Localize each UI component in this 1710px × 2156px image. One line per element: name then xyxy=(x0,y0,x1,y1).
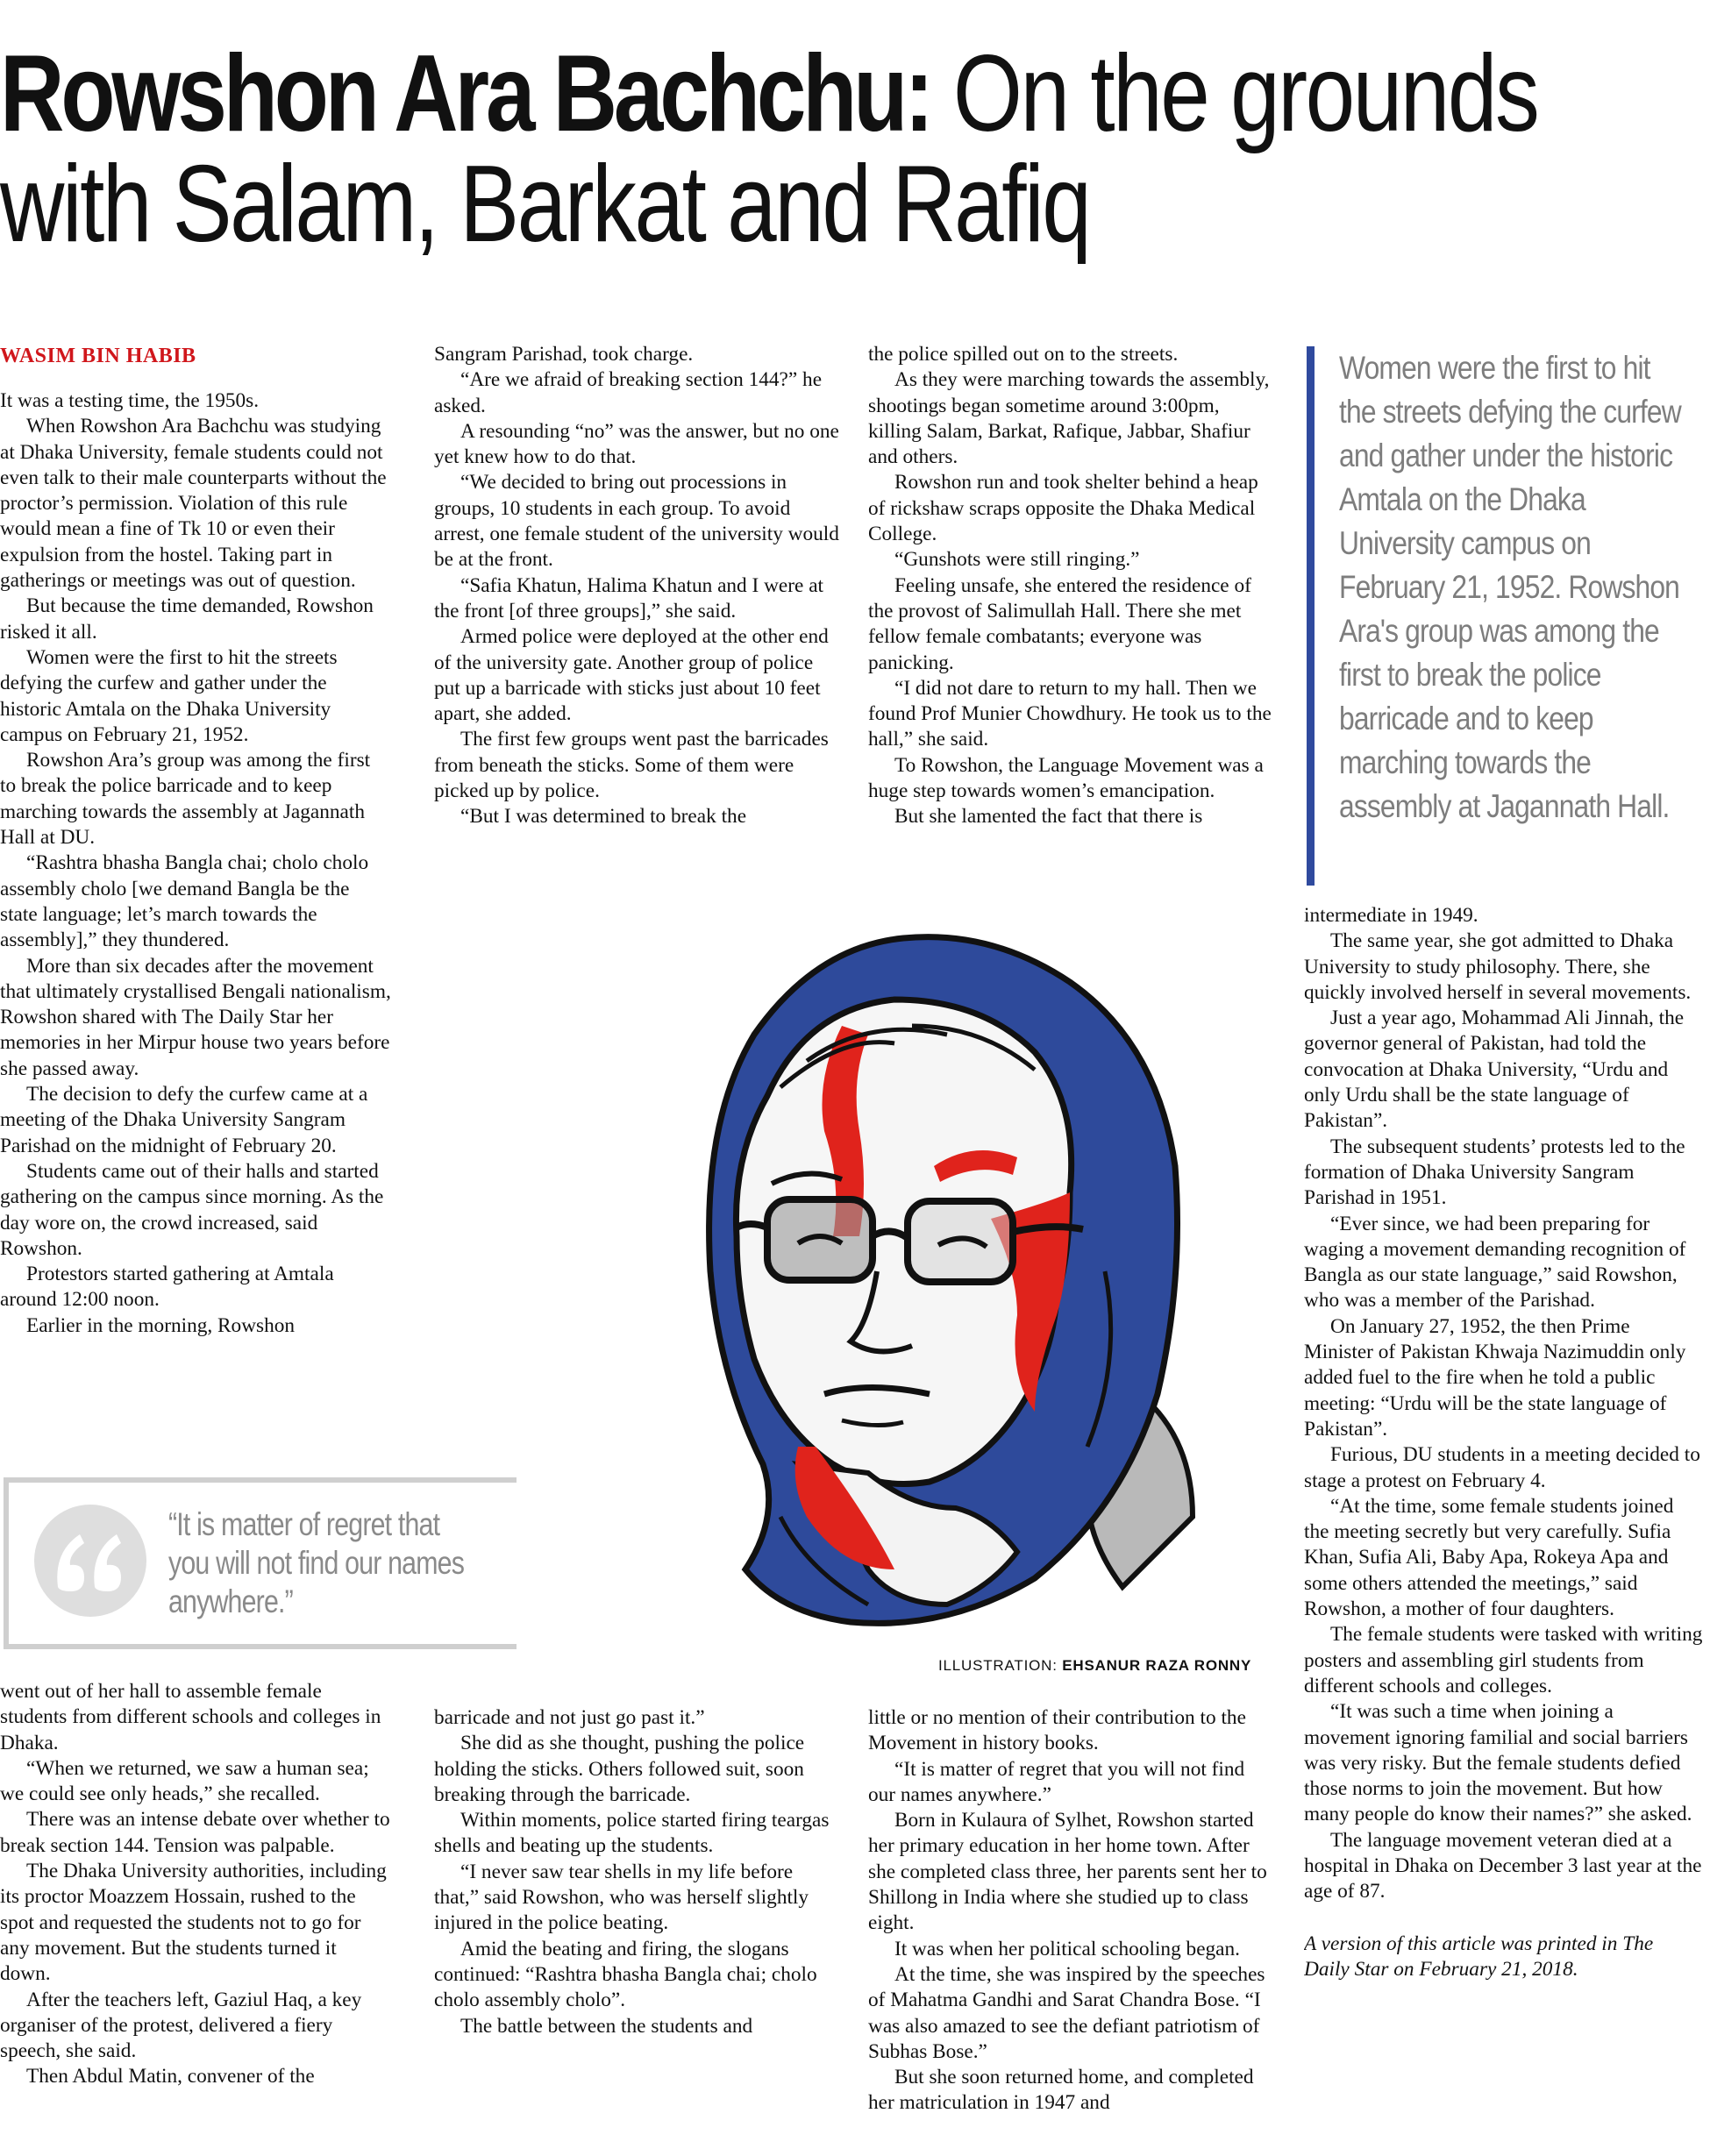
paragraph: Students came out of their halls and started gathering on the campus since morning. As the day wore on, the crowd increased, said Rowshon. xyxy=(0,1159,384,1260)
quote-mark-icon xyxy=(32,1504,150,1618)
quote-box-text: “It is matter of regret that you will not find our names anywhere.” xyxy=(168,1506,465,1619)
byline: WASIM BIN HABIB xyxy=(0,345,196,367)
column-3-bottom xyxy=(868,1705,1272,2152)
paragraph: But because the time demanded, Rowshon risked it all. xyxy=(0,594,374,644)
paragraph: There was an intense debate over whether to break section 144. Tension was palpable. xyxy=(0,1808,390,1857)
paragraph: Women were the first to hit the streets defying the curfew and gather under the historic Amtala on the Dhaka University campus on February 21, 1952. xyxy=(0,645,338,746)
paragraph: Amid the beating and firing, the slogans continued: “Rashtra bhasha Bangla chai; cholo cholo assembly cholo”. xyxy=(434,1937,817,2012)
paragraph: Then Abdul Matin, convener of the xyxy=(26,2065,315,2088)
pull-quote xyxy=(1307,346,1684,886)
headline-line-1 xyxy=(0,33,1538,154)
credit-name: EHSANUR RAZA RONNY xyxy=(1062,1657,1252,1674)
paragraph: As they were marching towards the assembly, shootings began sometime around 3:00pm, killing Salam, Barkat, Rafique, Jabbar, Shafiur and others. xyxy=(868,368,1270,469)
paragraph: “Ever since, we had been preparing for waging a movement demanding recognition of Bangla as our state language,” said Rowshon, who was a member of the Parishad. xyxy=(1304,1212,1686,1313)
paragraph: A resounding “no” was the answer, but no one yet knew how to do that. xyxy=(434,419,839,469)
print-note: A version of this article was printed in The Daily Star on February 21, 2018. xyxy=(1304,1932,1654,1981)
paragraph: “Rashtra bhasha Bangla chai; cholo cholo assembly cholo [we demand Bangla be the state language; let’s march towards the assembly],” they thundered. xyxy=(0,851,369,952)
paragraph: Within moments, police started firing teargas shells and beating up the students. xyxy=(434,1809,830,1858)
paragraph: “It is matter of regret that you will not find our names anywhere.” xyxy=(868,1757,1245,1806)
paragraph: Protestors started gathering at Amtala around 12:00 noon. xyxy=(0,1263,334,1312)
paragraph: More than six decades after the movement that ultimately crystallised Bengali nationalism, Rowshon shared with The Daily Star her memories in her Mirpur house two years before she passed away. xyxy=(0,954,391,1080)
paragraph: It was when her political schooling began. xyxy=(894,1937,1240,1960)
paragraph: “Are we afraid of breaking section 144?” he asked. xyxy=(434,368,823,417)
paragraph: When Rowshon Ara Bachchu was studying at Dhaka University, female students could not even talk to their male counterparts without the proctor’s permission. Violation of this rule would mean a fine of Tk 10 or even their expulsion from the hostel. Taking part in gatherings or meetings was out of question. xyxy=(0,415,387,593)
paragraph: The Dhaka University authorities, including its proctor Moazzem Hossain, rushed to the spot and requested the students not to go for any movement. But the students turned it down. xyxy=(0,1860,387,1986)
headline-line1-rest: On the grounds xyxy=(952,33,1538,154)
paragraph: But she lamented the fact that there is xyxy=(894,805,1203,829)
paragraph: “I never saw tear shells in my life before that,” said Rowshon, who was herself slightly injured in the police beating. xyxy=(434,1860,809,1935)
paragraph: went out of her hall to assemble female students from different schools and colleges in Dhaka. xyxy=(0,1680,381,1754)
column-4 xyxy=(1304,903,1703,2148)
column-1-bottom xyxy=(0,1679,391,2152)
pull-quote-text: Women were the first to hit the streets defying the curfew and gather under the historic Amtala on the Dhaka University campus on February 21, 1952. Rowshon Ara's group was among the first to break the police barricade and to keep marching towards the assembly at Jagannath Hall. xyxy=(1339,350,1681,824)
paragraph: The same year, she got admitted to Dhaka University to study philosophy. There, she quickly involved herself in several movements. xyxy=(1304,929,1692,1004)
quote-box xyxy=(4,1477,517,1649)
paragraph: barricade and not just go past it.” xyxy=(434,1706,705,1729)
headline xyxy=(0,33,1538,266)
paragraph: Feeling unsafe, she entered the residence of the provost of Salimullah Hall. There she met fellow female combatants; everyone was panicking. xyxy=(868,573,1251,674)
paragraph: After the teachers left, Gaziul Haq, a key organiser of the protest, delivered a fiery speech, she said. xyxy=(0,1988,362,2063)
paragraph: The female students were tasked with writing posters and assembling girl students from different schools and colleges. xyxy=(1304,1623,1703,1697)
paragraph: “It was such a time when joining a movement ignoring familial and social barriers was very risky. But the female students defied those norms to join the movement. But how many people do know their names?” she asked. xyxy=(1304,1700,1692,1826)
paragraph: Earlier in the morning, Rowshon xyxy=(26,1313,296,1337)
paragraph: The first few groups went past the barricades from beneath the sticks. Some of them were picked up by police. xyxy=(434,728,829,803)
paragraph: The language movement veteran died at a hospital in Dhaka on December 3 last year at the age of 87. xyxy=(1304,1828,1702,1903)
paragraph: “But I was determined to break the xyxy=(460,805,747,829)
paragraph: But she soon returned home, and completed her matriculation in 1947 and xyxy=(868,2066,1254,2115)
paragraph: At the time, she was inspired by the speeches of Mahatma Gandhi and Sarat Chandra Bose. “I was also amazed to see the defiant patriotism of Subhas Bose.” xyxy=(868,1962,1265,2063)
paragraph: “I did not dare to return to my hall. Then we found Prof Munier Chowdhury. He took us to the hall,” she said. xyxy=(868,676,1272,751)
paragraph: On January 27, 1952, the then Prime Minister of Pakistan Khwaja Nazimuddin only added fuel to the fire when he told a public meeting: “Urdu will be the state language of Pakistan”. xyxy=(1304,1314,1686,1441)
paragraph: Armed police were deployed at the other end of the university gate. Another group of police put up a barricade with sticks just about 10 feet apart, she added. xyxy=(434,625,829,726)
paragraph: “When we returned, we saw a human sea; we could see only heads,” she recalled. xyxy=(0,1756,369,1806)
paragraph: It was a testing time, the 1950s. xyxy=(0,389,260,412)
paragraph: Furious, DU students in a meeting decided to stage a protest on February 4. xyxy=(1304,1443,1700,1492)
portrait-illustration xyxy=(579,903,1245,1648)
column-2-bottom xyxy=(434,1705,839,2152)
paragraph: Just a year ago, Mohammad Ali Jinnah, the governor general of Pakistan, had told the convocation at Dhaka University, “Urdu and only Urdu shall be the state language of Pakistan”. xyxy=(1304,1007,1685,1133)
column-1-top xyxy=(0,388,391,1460)
paragraph: She did as she thought, pushing the police holding the sticks. Others followed suit, soon breaking through the barricade. xyxy=(434,1732,805,1806)
paragraph: The decision to defy the curfew came at a meeting of the Dhaka University Sangram Parishad on the midnight of February 20. xyxy=(0,1083,368,1157)
paragraph: intermediate in 1949. xyxy=(1304,904,1478,927)
credit-label: ILLUSTRATION: xyxy=(938,1657,1058,1674)
headline-bold: Rowshon Ara Bachchu: xyxy=(0,33,931,154)
paragraph: Rowshon run and took shelter behind a heap of rickshaw scraps opposite the Dhaka Medical College. xyxy=(868,471,1258,546)
column-3-top xyxy=(868,342,1272,859)
paragraph: Sangram Parishad, took charge. xyxy=(434,343,694,366)
paragraph: The battle between the students and xyxy=(460,2014,753,2038)
paragraph: To Rowshon, the Language Movement was a huge step towards women’s emancipation. xyxy=(868,753,1264,803)
illustration-credit xyxy=(938,1657,1251,1675)
paragraph: The subsequent students’ protests led to the formation of Dhaka University Sangram Parishad in 1951. xyxy=(1304,1135,1685,1210)
paragraph: little or no mention of their contribution to the Movement in history books. xyxy=(868,1706,1246,1755)
paragraph: Rowshon Ara’s group was among the first to break the police barricade and to keep marching towards the assembly at Jagannath Hall at DU. xyxy=(0,749,371,850)
paragraph: “Safia Khatun, Halima Khatun and I were at the front [of three groups],” she said. xyxy=(434,573,824,623)
headline-line-2: with Salam, Barkat and Rafiq xyxy=(0,144,1090,266)
column-2-top xyxy=(434,342,839,859)
paragraph: “At the time, some female students joined the meeting secretly but very carefully. Sufia Khan, Sufia Ali, Baby Apa, Rokeya Apa and some others attended the meetings,” said Rowshon, a mother of four daughters. xyxy=(1304,1494,1674,1621)
paragraph: “We decided to bring out processions in groups, 10 students in each group. To avoid arrest, one female student of the university would be at the front. xyxy=(434,471,839,572)
paragraph: the police spilled out on to the streets. xyxy=(868,343,1179,366)
paragraph: Born in Kulaura of Sylhet, Rowshon started her primary education in her home town. After she completed class three, her parents sent her to Shillong in India where she studied up to class eight. xyxy=(868,1809,1267,1935)
paragraph: “Gunshots were still ringing.” xyxy=(894,548,1140,572)
